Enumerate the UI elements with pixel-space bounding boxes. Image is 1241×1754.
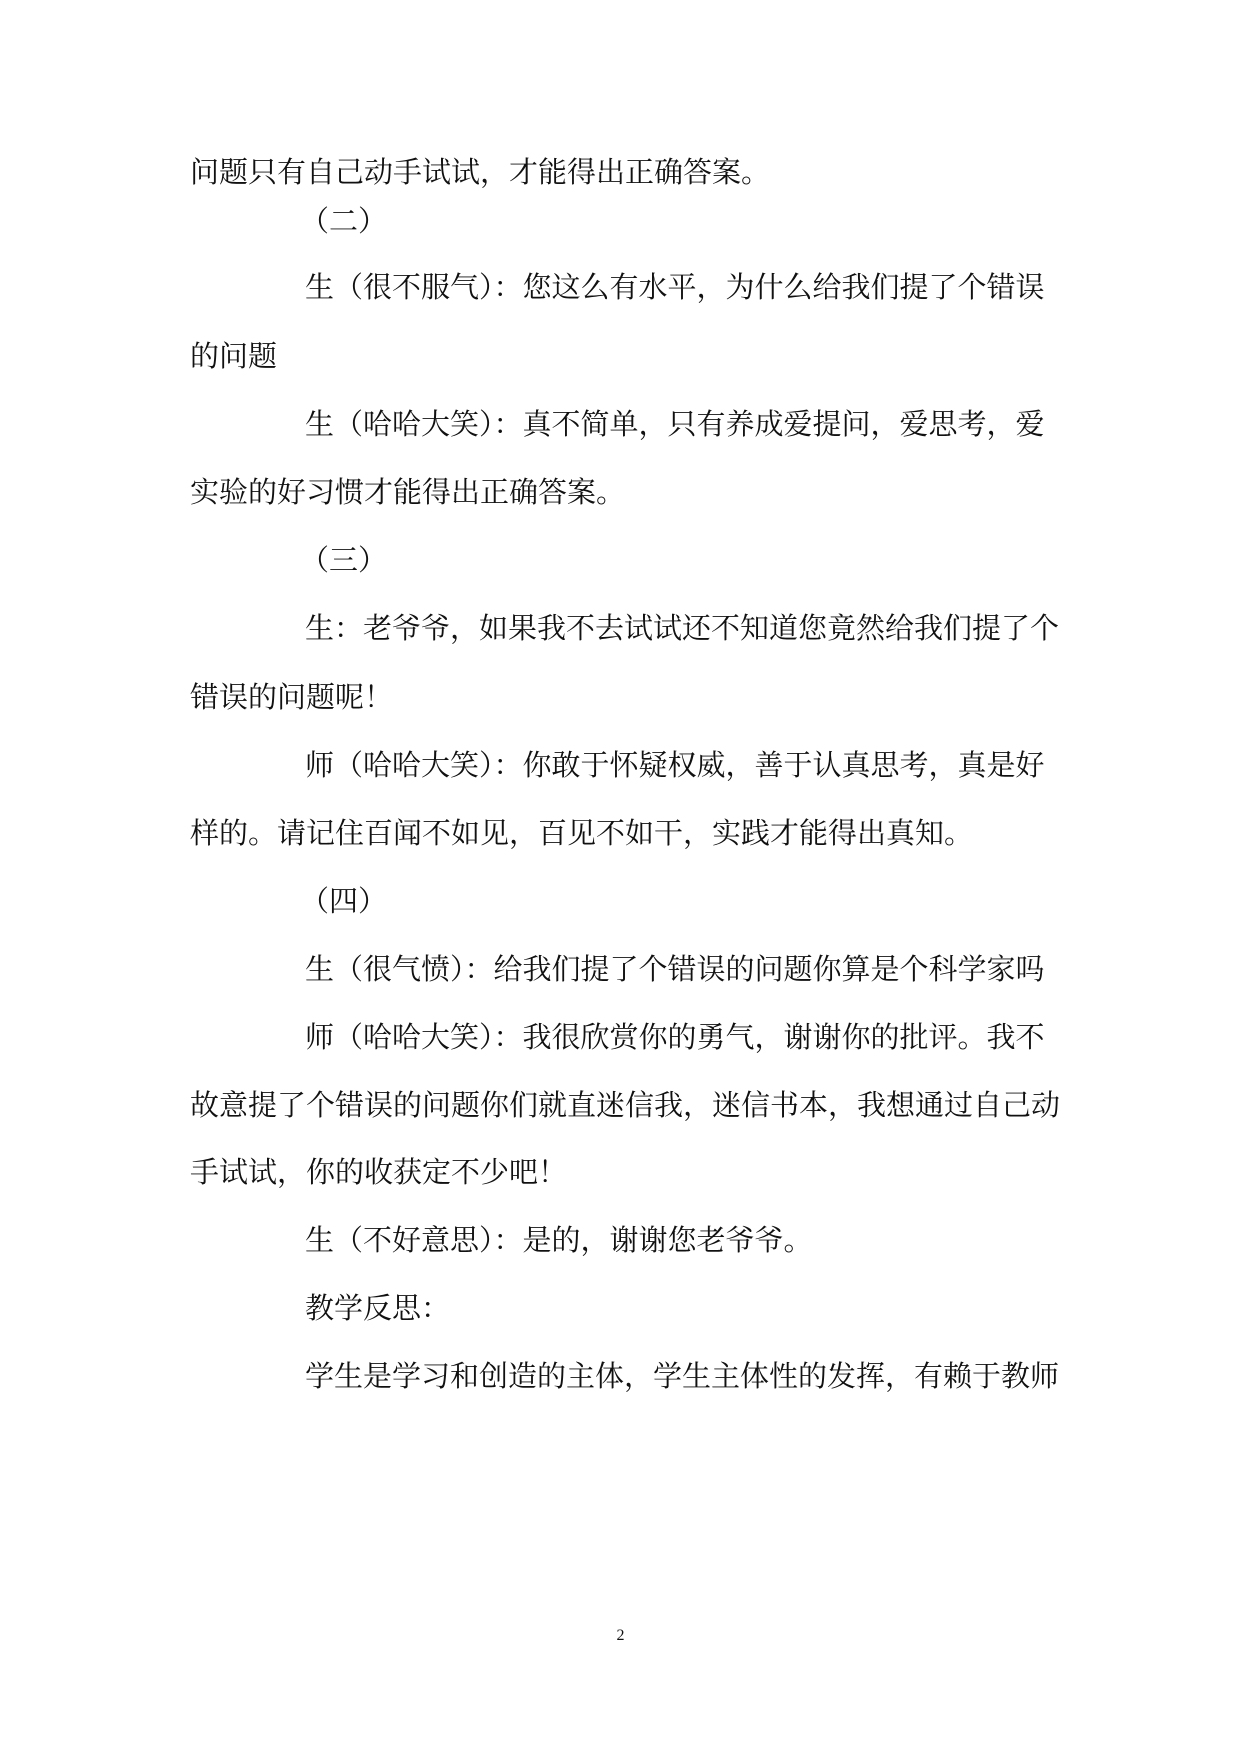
section-heading-3: （三） (300, 543, 388, 577)
paragraph-line-3: 生（很不服气）：您这么有水平，为什么给我们提了个错误 (305, 270, 1045, 304)
paragraph-line-17: 生（不好意思）：是的，谢谢您老爷爷。 (305, 1223, 813, 1257)
paragraph-line-1: 问题只有自己动手试试，才能得出正确答案。 (190, 155, 771, 189)
section-heading-2: （二） (300, 204, 388, 238)
paragraph-line-13: 生（很气愤）：给我们提了个错误的问题你算是个科学家吗 (305, 952, 1045, 986)
paragraph-line-16: 手试试，你的收获定不少吧！ (190, 1155, 568, 1189)
paragraph-line-19: 学生是学习和创造的主体，学生主体性的发挥，有赖于教师 (305, 1359, 1060, 1393)
page-number: 2 (616, 1627, 625, 1644)
paragraph-line-8: 生：老爷爷，如果我不去试试还不知道您竟然给我们提了个 (305, 611, 1060, 645)
paragraph-line-4: 的问题 (190, 339, 278, 373)
paragraph-line-11: 样的。请记住百闻不如见，百见不如干，实践才能得出真知。 (190, 816, 974, 850)
section-heading-4: （四） (300, 884, 388, 918)
paragraph-line-15: 故意提了个错误的问题你们就直迷信我，迷信书本，我想通过自己动 (190, 1088, 1061, 1122)
paragraph-line-9: 错误的问题呢！ (190, 680, 394, 714)
paragraph-line-6: 实验的好习惯才能得出正确答案。 (190, 475, 626, 509)
paragraph-line-10: 师（哈哈大笑）：你敢于怀疑权威，善于认真思考，真是好 (305, 748, 1045, 782)
paragraph-line-5: 生（哈哈大笑）：真不简单，只有养成爱提问，爱思考，爱 (305, 407, 1045, 441)
paragraph-line-18: 教学反思： (305, 1291, 451, 1325)
paragraph-line-14: 师（哈哈大笑）：我很欣赏你的勇气，谢谢你的批评。我不 (305, 1020, 1045, 1054)
